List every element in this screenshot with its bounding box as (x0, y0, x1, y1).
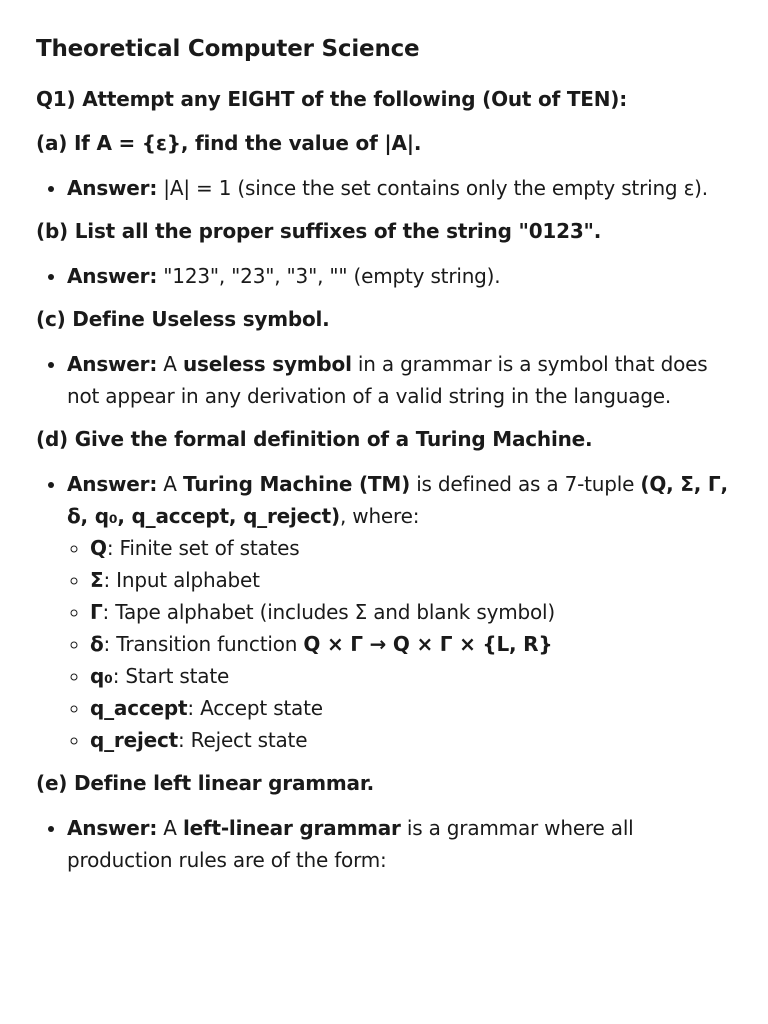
answer-e-term: left-linear grammar (182, 816, 401, 840)
question-d: (d) Give the formal definition of a Turing Machine. (36, 427, 593, 451)
answer-c-list (36, 348, 736, 412)
component-desc: : Start state (112, 664, 230, 688)
component-symbol: Q (90, 536, 107, 560)
component-desc: : Transition function (103, 632, 304, 656)
component-desc: : Reject state (177, 728, 308, 752)
answer-b (67, 260, 736, 292)
tm-component-accept-state (90, 692, 736, 724)
answer-c (67, 348, 736, 412)
instruction-heading: Q1) Attempt any EIGHT of the following (Out of TEN): (36, 87, 628, 111)
answer-a-text: |A| = 1 (since the set contains only the empty string ε). (163, 176, 708, 200)
answer-label: Answer: (67, 352, 158, 376)
answer-e-list (36, 812, 736, 876)
tm-component-input-alphabet (90, 564, 736, 596)
answer-c-post: in a grammar is a symbol that does not appear in any derivation of a valid string in the language. (67, 352, 708, 408)
answer-c-pre: A (163, 352, 177, 376)
answer-label: Answer: (67, 472, 158, 496)
answer-label: Answer: (67, 176, 158, 200)
answer-c-term: useless symbol (182, 352, 352, 376)
answer-label: Answer: (67, 264, 158, 288)
answer-e (67, 812, 736, 876)
answer-b-list (36, 260, 736, 292)
answer-a (67, 172, 736, 204)
question-b: (b) List all the proper suffixes of the string "0123". (36, 219, 602, 243)
component-symbol: Σ (90, 568, 104, 592)
answer-d-mid: is defined as a 7-tuple (416, 472, 635, 496)
answer-d-term: Turing Machine (TM) (182, 472, 411, 496)
component-desc: : Input alphabet (103, 568, 260, 592)
answer-d-pre: A (163, 472, 177, 496)
question-c: (c) Define Useless symbol. (36, 307, 330, 331)
component-symbol: Γ (90, 600, 103, 624)
component-desc: : Tape alphabet (includes Σ and blank symbol) (102, 600, 555, 624)
component-desc: : Accept state (187, 696, 323, 720)
question-a: (a) If A = {ε}, find the value of |A|. (36, 131, 422, 155)
answer-e-pre: A (163, 816, 177, 840)
tm-component-transition (90, 628, 736, 660)
component-symbol: q_reject (90, 728, 178, 752)
tm-component-states (90, 532, 736, 564)
answer-b-text: "123", "23", "3", "" (empty string). (163, 264, 501, 288)
question-e: (e) Define left linear grammar. (36, 771, 375, 795)
tm-component-reject-state (90, 724, 736, 756)
answer-a-list (36, 172, 736, 204)
answer-d (67, 468, 736, 756)
answer-d-tuple: (Q, Σ, Γ, δ, q₀, q_accept, q_reject) (67, 472, 728, 528)
answer-d-post: , where: (339, 504, 420, 528)
page-title: Theoretical Computer Science (36, 36, 420, 62)
answer-e-post: is a grammar where all production rules are of the form: (67, 816, 634, 872)
component-symbol: q_accept (90, 696, 188, 720)
tm-component-start-state (90, 660, 736, 692)
tm-components-list (67, 532, 736, 756)
component-desc: : Finite set of states (106, 536, 300, 560)
answer-d-list (36, 468, 736, 756)
component-symbol: q₀ (90, 664, 113, 688)
tm-component-tape-alphabet (90, 596, 736, 628)
transition-signature: Q × Γ → Q × Γ × {L, R} (303, 632, 553, 656)
document (36, 32, 736, 888)
component-symbol: δ (90, 632, 104, 656)
answer-label: Answer: (67, 816, 158, 840)
